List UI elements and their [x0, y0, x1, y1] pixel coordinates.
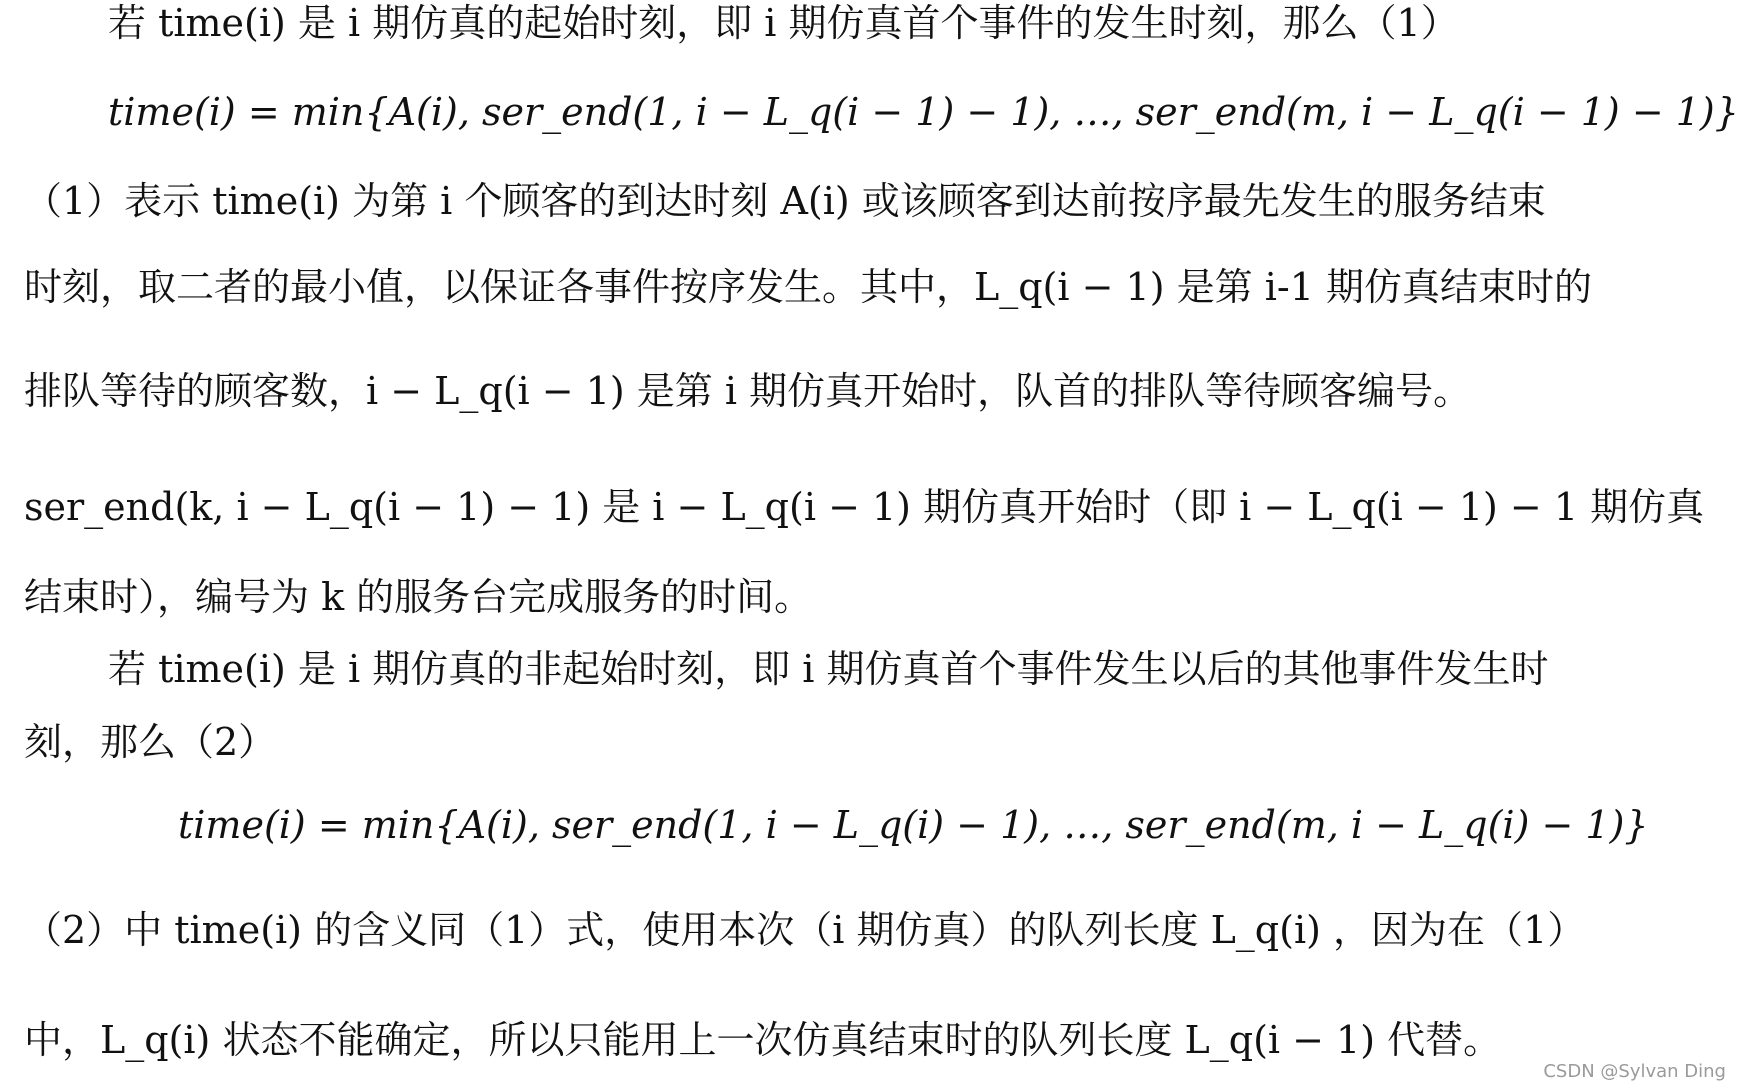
paragraph-2-line-5: 结束时），编号为 k 的服务台完成服务的时间。	[24, 575, 813, 619]
paragraph-4-line-1: （2）中 time(i) 的含义同（1）式，使用本次（i 期仿真）的队列长度 L_q(i) ，因为在（1）	[24, 908, 1586, 952]
paragraph-1-line-1: 若 time(i) 是 i 期仿真的起始时刻，即 i 期仿真首个事件的发生时刻，那么（1）	[108, 1, 1459, 45]
paragraph-2-line-4: ser_end(k, i − L_q(i − 1) − 1) 是 i − L_q(i − 1) 期仿真开始时（即 i − L_q(i − 1) − 1 期仿真	[24, 485, 1705, 529]
paragraph-4-line-2: 中，L_q(i) 状态不能确定，所以只能用上一次仿真结束时的队列长度 L_q(i − 1) 代替。	[24, 1018, 1502, 1062]
watermark: CSDN @Sylvan Ding	[1543, 1061, 1726, 1082]
paragraph-3-line-1: 若 time(i) 是 i 期仿真的非起始时刻，即 i 期仿真首个事件发生以后的其他事件发生时	[108, 647, 1549, 691]
paragraph-2-line-2: 时刻，取二者的最小值，以保证各事件按序发生。其中，L_q(i − 1) 是第 i-1 期仿真结束时的	[24, 265, 1592, 309]
formula-2: time(i) = min{A(i), ser_end(1, i − L_q(i) − 1), …, ser_end(m, i − L_q(i) − 1)}	[178, 803, 1649, 847]
formula-1: time(i) = min{A(i), ser_end(1, i − L_q(i − 1) − 1), …, ser_end(m, i − L_q(i − 1) − 1)}	[108, 90, 1739, 134]
paragraph-2-line-1: （1）表示 time(i) 为第 i 个顾客的到达时刻 A(i) 或该顾客到达前按序最先发生的服务结束	[24, 179, 1546, 223]
paragraph-3-line-2: 刻，那么（2）	[24, 720, 277, 764]
paragraph-2-line-3: 排队等待的顾客数，i − L_q(i − 1) 是第 i 期仿真开始时，队首的排队等待顾客编号。	[24, 369, 1472, 413]
